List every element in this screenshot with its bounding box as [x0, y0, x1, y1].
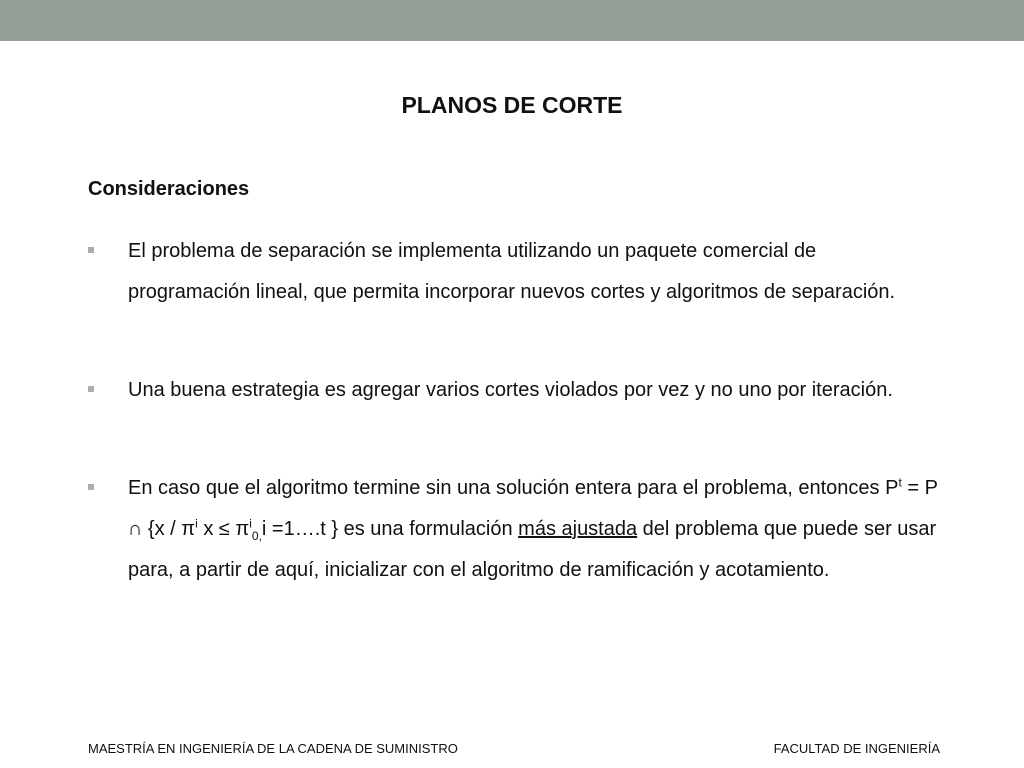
- footer-program-name: MAESTRÍA EN INGENIERÍA DE LA CADENA DE SUMINISTRO: [88, 741, 458, 756]
- square-bullet-icon: [88, 484, 94, 490]
- formula-intro-text: En caso que el algoritmo termine sin una solución entera para el problema, entonces P: [128, 477, 899, 499]
- formula-outro-text: del problema que puede ser usar para, a partir de aquí, inicializar con el algoritmo de ramificación y acotamiento.: [128, 518, 937, 581]
- slide-title: PLANOS DE CORTE: [401, 92, 623, 118]
- section-heading: Consideraciones: [88, 178, 250, 200]
- formula-part: i =1….t } es una formulación: [261, 518, 519, 540]
- bullet-item: [88, 468, 938, 634]
- bullet-text: El problema de separación se implementa utilizando un paquete comercial de programación lineal, que permita incorporar nuevos cortes y algoritmos de separación.: [128, 240, 896, 303]
- bullet-text-formula: [128, 468, 938, 591]
- subscript-zero: 0,: [251, 529, 262, 543]
- bullet-item: [88, 370, 938, 454]
- superscript-t: t: [898, 475, 902, 490]
- bullet-item: [88, 231, 938, 356]
- formula-part: = P ∩ {x / π: [128, 477, 938, 540]
- underlined-emphasis: más ajustada: [518, 518, 638, 540]
- superscript-i: i: [195, 516, 198, 531]
- footer-faculty-name: FACULTAD DE INGENIERÍA: [773, 741, 940, 756]
- square-bullet-icon: [88, 247, 94, 253]
- bullet-text: Una buena estrategia es agregar varios cortes violados por vez y no uno por iteración.: [128, 379, 893, 401]
- square-bullet-icon: [88, 386, 94, 392]
- formula-part: x ≤ π: [197, 518, 250, 540]
- superscript-i: i: [249, 516, 252, 531]
- top-header-bar: [0, 0, 1024, 41]
